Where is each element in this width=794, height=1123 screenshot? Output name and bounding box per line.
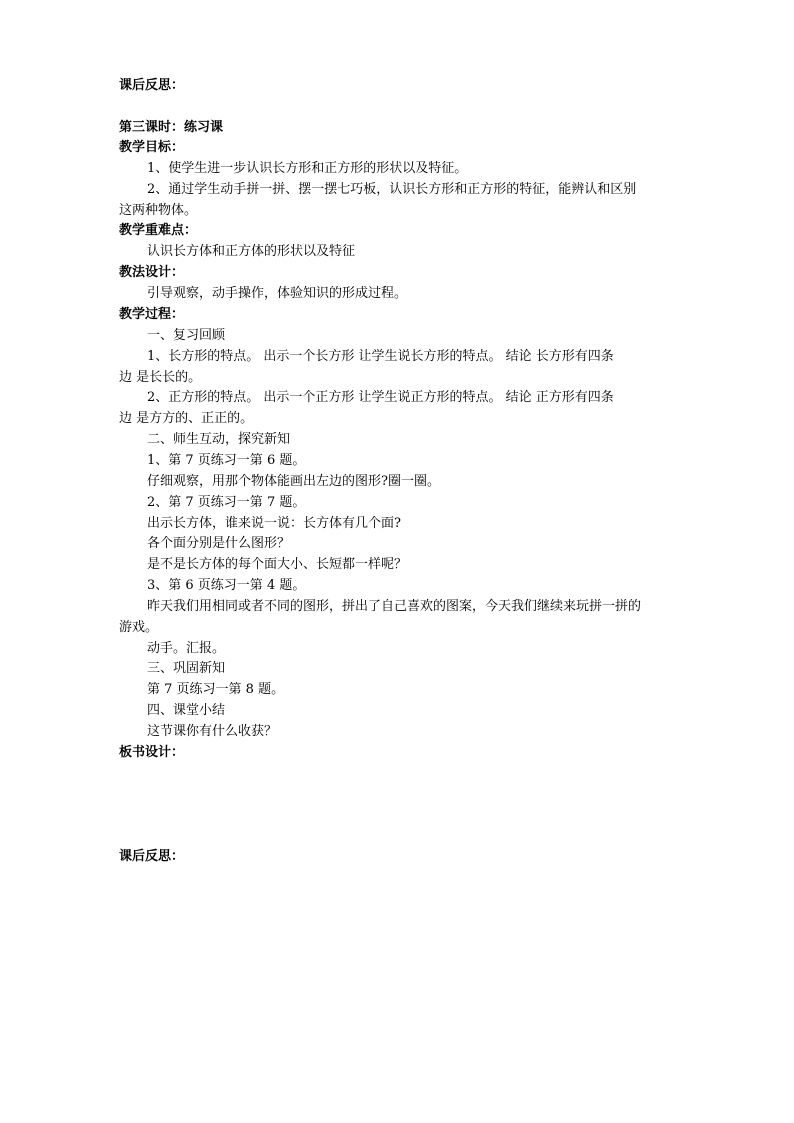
exercise-p7-6: 1、第 7 页练习一第 6 题。 <box>147 453 306 468</box>
key-points-text: 认识长方体和正方体的形状以及特征 <box>147 244 356 259</box>
consolidate-heading: 三、巩固新知 <box>147 661 226 676</box>
yesterday-line-1: 昨天我们用相同或者不同的图形，拼出了自己喜欢的图案，今天我们继续来玩拼一拼的 <box>147 599 642 614</box>
exercise-p7-8: 第 7 页练习一第 8 题。 <box>147 682 285 697</box>
explore-heading: 二、师生互动，探究新知 <box>147 432 291 447</box>
review-2-line-2: 边 是方方的、正正的。 <box>119 411 254 426</box>
cuboid-question-3: 是不是长方体的每个面大小、长短都一样呢？ <box>147 557 408 572</box>
review-2-line-1: 2、正方形的特点。 出示一个正方形 让学生说正方形的特点。 结论 正方形有四条 <box>147 390 614 405</box>
summary-question: 这节课你有什么收获？ <box>147 724 278 739</box>
process-heading: 教学过程： <box>119 307 185 322</box>
hands-on-text: 动手。汇报。 <box>147 641 226 656</box>
key-points-heading: 教学重难点： <box>119 223 198 238</box>
review-1-line-1: 1、长方形的特点。 出示一个长方形 让学生说长方形的特点。 结论 长方形有四条 <box>147 349 614 364</box>
review-1-line-2: 边 是长长的。 <box>119 370 202 385</box>
yesterday-line-2: 游戏。 <box>119 620 159 635</box>
top-reflection-heading: 课后反思： <box>119 78 185 93</box>
method-text: 引导观察，动手操作，体验知识的形成过程。 <box>147 286 408 301</box>
exercise-p6-4: 3、第 6 页练习一第 4 题。 <box>147 578 306 593</box>
method-heading: 教法设计： <box>119 265 185 280</box>
objectives-heading: 教学目标： <box>119 140 185 155</box>
objective-1: 1、使学生进一步认识长方形和正方形的形状以及特征。 <box>147 161 468 176</box>
cuboid-question-1: 出示长方体，谁来说一说：长方体有几个面? <box>147 516 401 531</box>
summary-heading: 四、课堂小结 <box>147 703 226 718</box>
review-heading: 一、复习回顾 <box>147 328 226 343</box>
lesson-title: 第三课时：练习课 <box>119 120 224 135</box>
board-design-heading: 板书设计： <box>119 745 185 760</box>
bottom-reflection-heading: 课后反思： <box>119 849 185 864</box>
exercise-p7-7: 2、第 7 页练习一第 7 题。 <box>147 495 306 510</box>
objective-2-line-2: 这两种物体。 <box>119 203 198 218</box>
objective-2-line-1: 2、通过学生动手拼一拼、摆一摆七巧板，认识长方形和正方形的特征，能辨认和区别 <box>147 182 637 197</box>
observe-text: 仔细观察，用那个物体能画出左边的图形?圈一圈。 <box>147 474 440 489</box>
cuboid-question-2: 各个面分别是什么图形？ <box>147 536 291 551</box>
